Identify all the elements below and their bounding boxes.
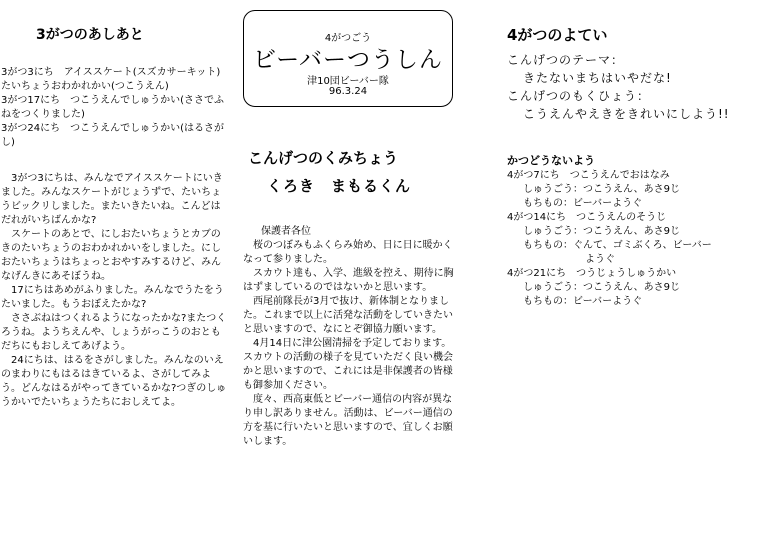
letter-paragraph: 西尾前隊長が3月で抜け、新体制となりました。これまで以上に活発な活動をしていきたいと思いますので、なにとぞ御協力願います。: [243, 296, 453, 335]
log-entry: 3がつ24にち つこうえんでしゅうかい(はるさがし): [1, 123, 224, 148]
goal-text: こうえんやえきをきれいにしよう!!: [523, 107, 730, 121]
last-month-heading: 3がつのあしあと: [36, 27, 144, 43]
schedule-meeting: しゅうごう：つこうえん、あさ9じ: [523, 226, 680, 237]
schedule-heading: かつどうないよう: [507, 154, 595, 167]
story-paragraph: 17にちはあめがふりました。みんなでうたをうたいました。もうおぼえたかな?: [1, 285, 224, 310]
story-paragraph: スケートのあとで、にしおたいちょうとカブのきのたいちょうのおわかれかいをしました。にしおたいちょうはちょっとおやすみするけど、みんなげんきにあそぼうね。: [1, 229, 221, 282]
schedule-title: 4がつ21にち つうじょうしゅうかい: [507, 268, 677, 279]
schedule-items: もちもの：ビーバーようぐ: [523, 296, 643, 307]
schedule-meeting: しゅうごう：つこうえん、あさ9じ: [523, 282, 680, 293]
letter-salutation: 保護者各位: [261, 226, 311, 237]
letter-paragraph: 桜のつぼみもふくらみ始め、日に日に暖かくなって参りました。: [243, 240, 453, 265]
schedule-items: もちもの：ぐんて、ゴミぶくろ、ビーバー: [523, 240, 712, 251]
schedule-item: [507, 169, 757, 211]
troop-name: 津10団ビーバー隊: [307, 76, 389, 87]
schedule-meeting: しゅうごう：つこうえん、あさ9じ: [523, 184, 680, 195]
schedule-item: [507, 267, 757, 309]
parents-letter: [243, 225, 457, 449]
schedule-item: [507, 211, 757, 267]
theme-text: きたないまちはいやだな!: [523, 71, 672, 85]
monthly-goals: [507, 51, 755, 123]
group-leader-name: くろき まもるくん: [267, 177, 412, 195]
newsletter-title-box: [243, 10, 453, 107]
log-entry: 3がつ17にち つこうえんでしゅうかい(ささでふねをつくりました): [1, 95, 224, 120]
newsletter-title: ビーバーつうしん: [253, 47, 443, 73]
schedule-items: もちもの：ビーバーようぐ: [523, 198, 643, 209]
next-month-heading: 4がつのよてい: [507, 26, 608, 44]
activity-log: [1, 66, 229, 150]
group-leader-heading: こんげつのくみちょう: [248, 149, 399, 167]
story-paragraph: 24にちは、はるをさがしました。みんなのいえのまわりにもはるはきているよ、さがしてみよう。どんなはるがやってきているかな?つぎのしゅうかいでたいちょうたちにおしえてよ。: [1, 355, 227, 408]
schedule-title: 4がつ7にち つこうえんでおはなみ: [507, 170, 670, 181]
schedule-list: [507, 169, 757, 309]
theme-label: こんげつのテーマ：: [507, 53, 625, 67]
story-paragraph: ささぶねはつくれるようになったかな?またつくろうね。ようちえんや、しょうがっこうのおともだちにもおしえてあげよう。: [1, 313, 227, 352]
schedule-items-continued: ようぐ: [585, 254, 615, 265]
story-paragraph: 3がつ3にちは、みんなでアイススケートにいきました。みんなスケートがじょうずで、たいちょうビックリしました。またいきたいね。こんどはだれがいちばんかな?: [1, 173, 223, 226]
issue-label: 4がつごう: [324, 33, 372, 44]
letter-paragraph: スカウト達も、入学、進級を控え、期待に胸はずましているのではないかと思います。: [243, 268, 454, 293]
issue-date: 96.3.24: [328, 86, 368, 97]
activity-story: [1, 172, 229, 410]
log-entry: 3がつ3にち アイススケート(スズカサーキット) たいちょうおわかれかい(つこうえん): [1, 67, 231, 92]
letter-paragraph: 4月14日に津公園清掃を予定しております。スカウトの活動の様子を見ていただく良い機会かと思いますので、これには是非保護者の皆様も御参加ください。: [243, 338, 453, 391]
goal-label: こんげつのもくひょう：: [507, 89, 651, 103]
schedule-title: 4がつ14にち つこうえんのそうじ: [507, 212, 667, 223]
letter-paragraph: 度々、西高東低とビーバー通信の内容が異なり申し訳ありません。活動は、ビーバー通信の方を基に行いたいと思いますので、宜しくお願いします。: [243, 394, 453, 447]
